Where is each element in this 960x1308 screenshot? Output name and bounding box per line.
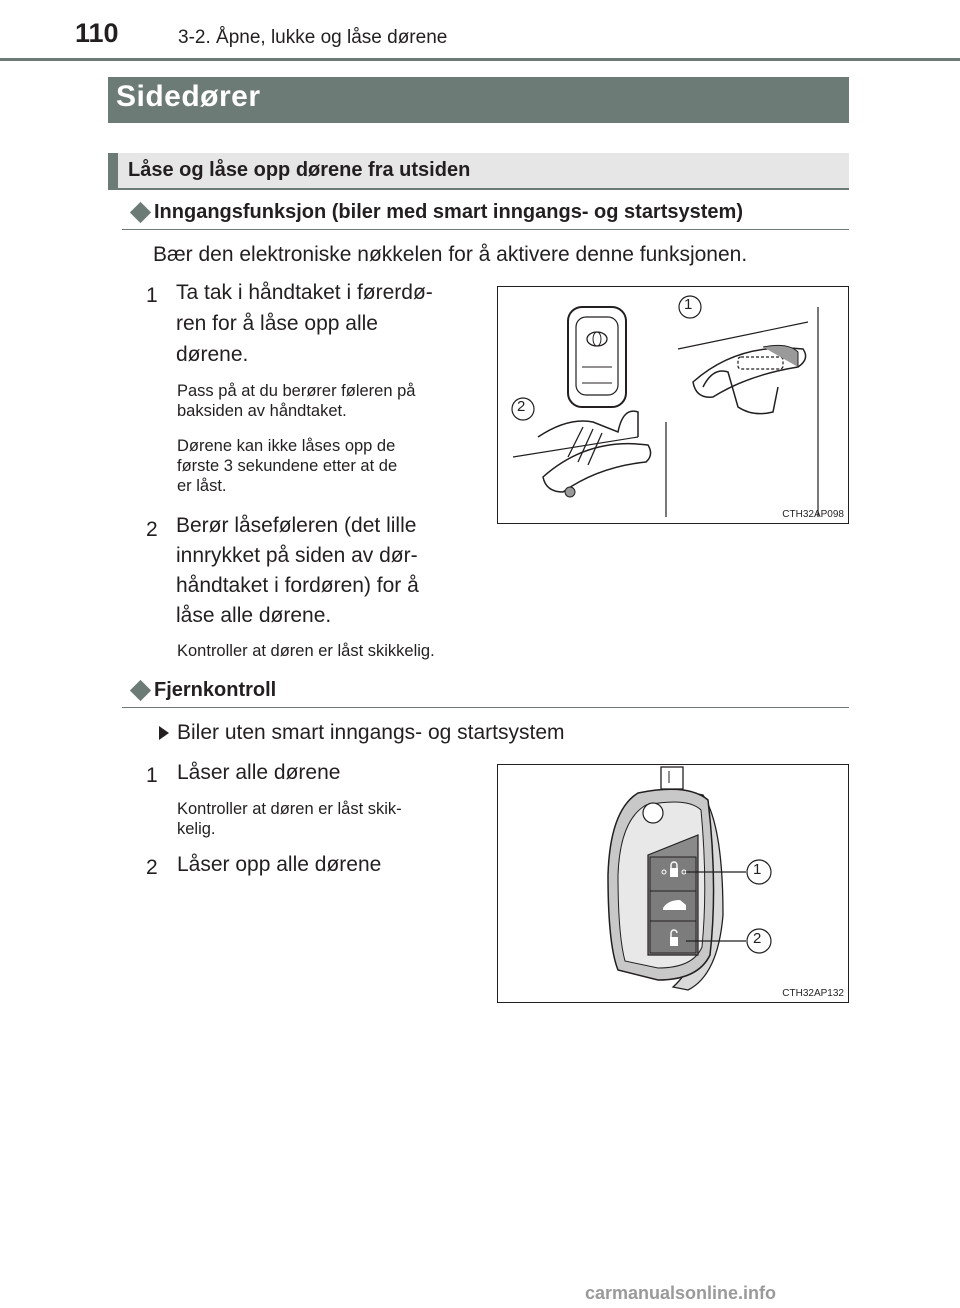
header-divider — [0, 58, 960, 61]
step-2-note: Kontroller at døren er låst skikkelig. — [177, 642, 435, 660]
entry-heading: Inngangsfunksjon (biler med smart inngangs- og startsystem) — [154, 201, 743, 223]
step-2-text — [176, 511, 478, 631]
remote-step-2-number: 2 — [146, 856, 158, 879]
step-1-number: 1 — [146, 284, 158, 307]
step-2-line-2: innrykket på siden av dør- — [176, 544, 418, 567]
section-title: Sidedører — [116, 80, 261, 113]
step-1-note-2-line-2: første 3 sekundene etter at de — [177, 457, 398, 475]
step-1-line-2: ren for å låse opp alle — [176, 312, 378, 335]
remote-key-illustration — [498, 765, 848, 1002]
subsection-accent — [108, 153, 118, 188]
figure-1-callout-1: 1 — [684, 296, 693, 313]
smart-key-icon — [568, 307, 626, 407]
step-1-note-1 — [177, 381, 478, 421]
step-1-note-1-line-1: Pass på at du berører føleren på — [177, 382, 416, 400]
step-2-line-4: låse alle dørene. — [176, 604, 332, 627]
step-2-number: 2 — [146, 518, 158, 541]
flip-key-icon — [608, 767, 723, 990]
watermark: carmanualsonline.info — [585, 1283, 777, 1303]
step-1-line-1: Ta tak i håndtaket i førerdø- — [176, 281, 433, 304]
door-handle-unlock-icon — [678, 307, 818, 517]
step-1-note-2-line-3: er låst. — [177, 477, 227, 495]
remote-step-2-text: Låser opp alle dørene — [177, 853, 382, 876]
step-1-text — [176, 277, 478, 370]
step-2-line-1: Berør låseføleren (det lille — [176, 514, 417, 537]
figure-2-code: CTH32AP132 — [782, 988, 844, 999]
figure-2-callout-1: 1 — [753, 861, 762, 878]
step-1-note-2 — [177, 436, 478, 496]
arrow-bullet-icon — [159, 726, 169, 740]
remote-step-1-note-line-1: Kontroller at døren er låst skik- — [177, 800, 402, 818]
page-number: 110 — [75, 18, 119, 48]
step-1-line-3: dørene. — [176, 343, 249, 366]
step-2-line-3: håndtaket i fordøren) for å — [176, 574, 419, 597]
figure-1-code: CTH32AP098 — [782, 509, 844, 520]
diamond-bullet-icon — [130, 202, 151, 223]
subsection-title: Låse og låse opp dørene fra utsiden — [128, 159, 471, 181]
remote-step-1-note — [177, 799, 478, 839]
remote-step-1-number: 1 — [146, 764, 158, 787]
diamond-bullet-icon — [130, 680, 151, 701]
figure-2-callout-2: 2 — [753, 930, 762, 947]
entry-heading-rule — [122, 229, 849, 230]
remote-heading-rule — [122, 707, 849, 708]
remote-step-1-text: Låser alle dørene — [177, 761, 341, 784]
remote-step-1-note-line-2: kelig. — [177, 820, 216, 838]
remote-heading: Fjernkontroll — [154, 679, 277, 701]
chapter-title: 3-2. Åpne, lukke og låse dørene — [178, 27, 448, 48]
step-1-note-1-line-2: baksiden av håndtaket. — [177, 402, 347, 420]
figure-1-callout-2: 2 — [517, 398, 526, 415]
door-handle-lock-icon — [513, 411, 666, 517]
remote-key-figure — [497, 764, 849, 1003]
entry-intro: Bær den elektroniske nøkkelen for å aktivere denne funksjonen. — [153, 243, 748, 266]
door-handle-illustration — [498, 287, 848, 523]
door-handle-figure — [497, 286, 849, 524]
step-1-note-2-line-1: Dørene kan ikke låses opp de — [177, 437, 396, 455]
remote-subheading: Biler uten smart inngangs- og startsystem — [177, 721, 565, 744]
